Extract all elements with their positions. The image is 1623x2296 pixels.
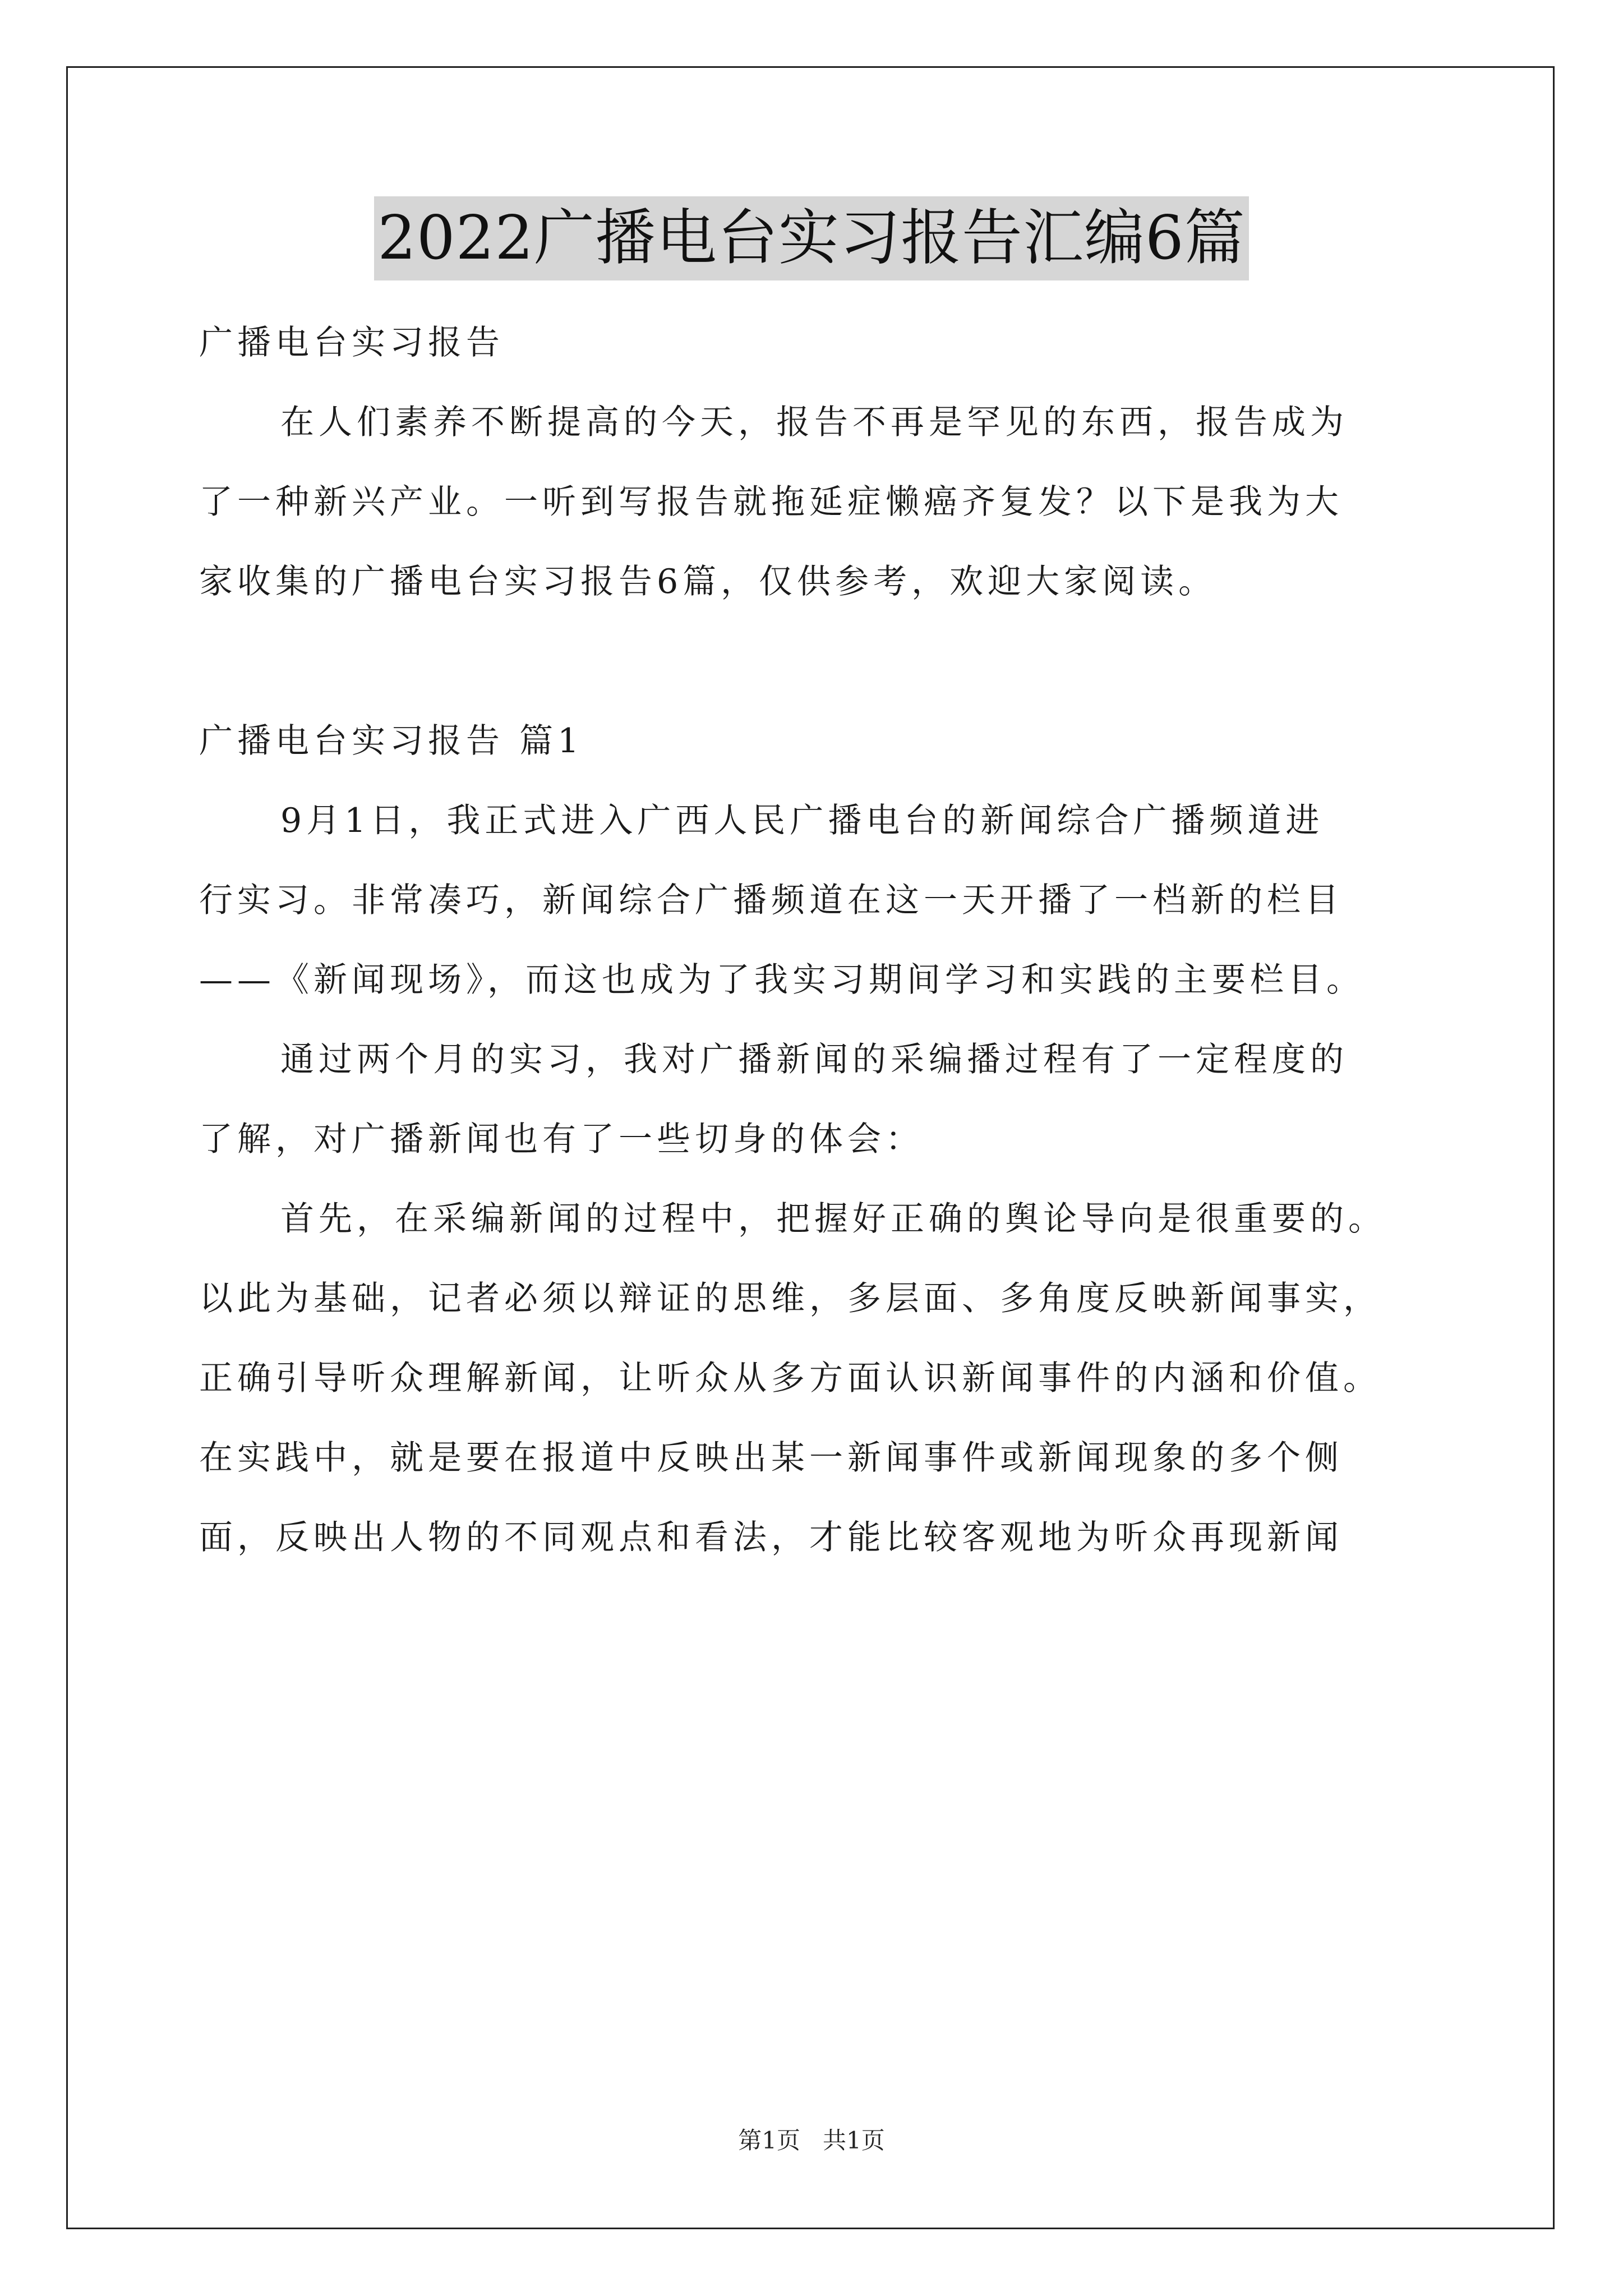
document-title: 2022广播电台实习报告汇编6篇 <box>374 196 1249 280</box>
page-number: 第1页 <box>738 2127 800 2154</box>
part-heading: 广播电台实习报告 篇1 <box>199 721 584 761</box>
page-total: 共1页 <box>823 2127 885 2154</box>
paragraph-line: 面，反映出人物的不同观点和看法，才能比较客观地为听众再现新闻 <box>199 1518 1343 1557</box>
paragraph-line: 以此为基础，记者必须以辩证的思维，多层面、多角度反映新闻事实， <box>199 1279 1381 1318</box>
paragraph-line: 了一种新兴产业。一听到写报告就拖延症懒癌齐复发？以下是我为大 <box>199 482 1343 522</box>
paragraph-line: 行实习。非常凑巧，新闻综合广播频道在这一天开播了一档新的栏目 <box>199 881 1343 920</box>
paragraph-2 <box>199 1020 1433 1179</box>
paragraph-line: 家收集的广播电台实习报告6篇，仅供参考，欢迎大家阅读。 <box>199 562 1217 601</box>
section-heading: 广播电台实习报告 <box>199 323 504 362</box>
paragraph-line: 在实践中，就是要在报道中反映出某一新闻事件或新闻现象的多个侧 <box>199 1438 1343 1478</box>
paragraph-line: 在人们素养不断提高的今天，报告不再是罕见的东西，报告成为 <box>280 403 1348 442</box>
intro-paragraph <box>199 383 1433 622</box>
title-container <box>0 196 1623 280</box>
paragraph-1 <box>199 781 1433 1020</box>
paragraph-line: 了解，对广播新闻也有了一些切身的体会： <box>199 1120 924 1159</box>
paragraph-line: 首先，在采编新闻的过程中，把握好正确的舆论导向是很重要的。 <box>280 1199 1386 1239</box>
paragraph-line: 正确引导听众理解新闻，让听众从多方面认识新闻事件的内涵和价值。 <box>199 1359 1381 1398</box>
blank-line <box>199 622 1433 701</box>
paragraph-line: 通过两个月的实习，我对广播新闻的采编播过程有了一定程度的 <box>280 1040 1348 1079</box>
page-footer <box>0 2124 1623 2157</box>
paragraph-line: 9月1日，我正式进入广西人民广播电台的新闻综合广播频道进 <box>280 801 1324 840</box>
paragraph-line: ——《新闻现场》，而这也成为了我实习期间学习和实践的主要栏目。 <box>199 960 1364 1000</box>
paragraph-3 <box>199 1179 1433 1577</box>
document-body <box>199 303 1433 1577</box>
